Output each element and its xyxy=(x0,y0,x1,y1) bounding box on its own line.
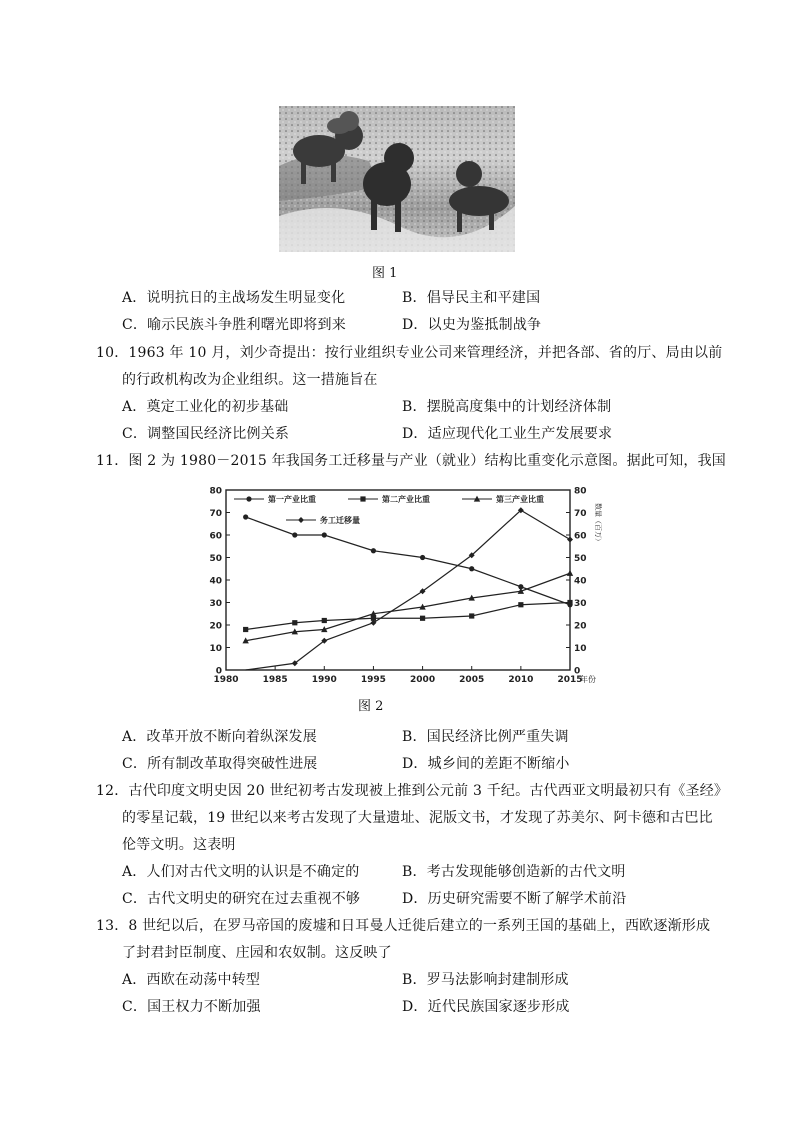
y-left-tick-label: 40 xyxy=(209,576,222,587)
x-tick-label: 2015 xyxy=(557,675,583,685)
q12-option-b: B．考古发现能够创造新的古代文明 xyxy=(402,864,626,880)
y-left-tick-label: 50 xyxy=(209,554,222,564)
series-3-point xyxy=(567,570,573,576)
q13-stem-line2: 了封君封臣制度、庄园和农奴制。这反映了 xyxy=(122,945,392,961)
y-right-tick-label: 0 xyxy=(574,666,581,677)
y-right-tick-label: 80 xyxy=(574,486,587,497)
q10-stem-line2: 的行政机构改为企业组织。这一措施旨在 xyxy=(122,372,378,388)
q12-option-d: D．历史研究需要不断了解学术前沿 xyxy=(402,891,627,907)
figure-2-chart xyxy=(198,482,612,686)
q12-stem-line3: 伦等文明。这表明 xyxy=(122,837,236,853)
q10-option-a: A．奠定工业化的初步基础 xyxy=(122,399,289,415)
y-left-tick-label: 0 xyxy=(215,666,222,677)
series-2-point xyxy=(518,602,523,607)
q12-stem-line2: 的零星记载，19 世纪以来考古发现了大量遗址、泥版文书，才发现了苏美尔、阿卡德和古巴比 xyxy=(122,810,713,826)
series-2-point xyxy=(567,600,572,605)
q10-option-d: D．适应现代化工业生产发展要求 xyxy=(402,426,613,442)
y-left-tick-label: 10 xyxy=(209,644,222,654)
figure-1-artwork xyxy=(279,106,515,252)
x-tick-label: 1995 xyxy=(360,675,386,685)
series-1-point xyxy=(292,532,297,537)
q11-option-c: C．所有制改革取得突破性进展 xyxy=(122,756,318,772)
series-2-point xyxy=(243,627,248,632)
x-tick-label: 2000 xyxy=(410,675,436,685)
q9-option-d: D．以史为鉴抵制战争 xyxy=(402,317,542,333)
q12-option-c: C．古代文明史的研究在过去重视不够 xyxy=(122,891,361,907)
legend-label-1: 第一产业比重 xyxy=(268,495,316,504)
series-1-point xyxy=(371,548,376,553)
series-4-point xyxy=(567,537,573,543)
legend-marker-4 xyxy=(298,517,304,523)
series-2-point xyxy=(292,620,297,625)
series-2-point xyxy=(322,618,327,623)
x-tick-label: 1980 xyxy=(213,675,239,685)
y-left-tick-label: 80 xyxy=(209,486,222,497)
legend-marker-2 xyxy=(360,496,365,501)
series-1-point xyxy=(469,566,474,571)
y-right-tick-label: 70 xyxy=(574,509,587,519)
y-right-axis-label: 数量（百万） xyxy=(594,503,602,545)
y-right-tick-label: 50 xyxy=(574,554,587,564)
x-unit-label: 年份 xyxy=(580,675,596,684)
legend-label-3: 第三产业比重 xyxy=(496,495,544,504)
y-right-tick-label: 20 xyxy=(574,621,587,632)
y-left-tick-label: 30 xyxy=(209,599,222,609)
series-2-point xyxy=(469,613,474,618)
q13-option-c: C．国王权力不断加强 xyxy=(122,999,261,1015)
figure-1-caption: 图 1 xyxy=(372,266,398,281)
figure-2-caption: 图 2 xyxy=(358,699,384,714)
x-tick-label: 2010 xyxy=(508,675,534,685)
series-2-point xyxy=(420,616,425,621)
q10-stem-line1: 10．1963 年 10 月，刘少奇提出：按行业组织专业公司来管理经济，并把各部、省的厅、局由以前 xyxy=(96,345,723,361)
y-right-tick-label: 30 xyxy=(574,599,587,609)
series-1-point xyxy=(322,532,327,537)
q12-stem-line1: 12．古代印度文明史因 20 世纪初考古发现被上推到公元前 3 千纪。古代西亚文明最初只有《圣经》 xyxy=(96,783,729,799)
q11-option-d: D．城乡间的差距不断缩小 xyxy=(402,756,570,772)
series-1-point xyxy=(420,555,425,560)
q11-option-b: B．国民经济比例严重失调 xyxy=(402,729,569,745)
legend-label-2: 第二产业比重 xyxy=(382,495,430,504)
q9-option-a: A．说明抗日的主战场发生明显变化 xyxy=(122,290,346,306)
x-tick-label: 1985 xyxy=(262,675,288,685)
q11-stem-line1: 11．图 2 为 1980－2015 年我国务工迁移量与产业（就业）结构比重变化示意图。据此可知，我国 xyxy=(96,453,726,469)
x-tick-label: 2005 xyxy=(459,675,485,685)
legend-label-4: 务工迁移量 xyxy=(320,516,360,525)
q13-option-a: A．西欧在动荡中转型 xyxy=(122,972,261,988)
y-right-tick-label: 40 xyxy=(574,576,587,587)
q11-option-a: A．改革开放不断向着纵深发展 xyxy=(122,729,317,745)
q13-option-d: D．近代民族国家逐步形成 xyxy=(402,999,570,1015)
y-left-tick-label: 20 xyxy=(209,621,222,632)
plot-frame xyxy=(226,490,570,670)
q9-option-c: C．喻示民族斗争胜利曙光即将到来 xyxy=(122,317,346,333)
legend-marker-1 xyxy=(246,496,251,501)
y-left-tick-label: 60 xyxy=(209,531,222,542)
y-right-tick-label: 60 xyxy=(574,531,587,542)
q13-stem-line1: 13．8 世纪以后，在罗马帝国的废墟和日耳曼人迁徙后建立的一系列王国的基础上，西欧逐渐形成 xyxy=(96,918,711,934)
q10-option-b: B．摆脱高度集中的计划经济体制 xyxy=(402,399,612,415)
y-right-tick-label: 10 xyxy=(574,644,587,654)
q13-option-b: B．罗马法影响封建制形成 xyxy=(402,972,569,988)
q9-option-b: B．倡导民主和平建国 xyxy=(402,290,541,306)
x-tick-label: 1990 xyxy=(311,675,337,685)
q12-option-a: A．人们对古代文明的认识是不确定的 xyxy=(122,864,360,880)
y-left-tick-label: 70 xyxy=(209,509,222,519)
q10-option-c: C．调整国民经济比例关系 xyxy=(122,426,290,442)
series-1-point xyxy=(243,514,248,519)
